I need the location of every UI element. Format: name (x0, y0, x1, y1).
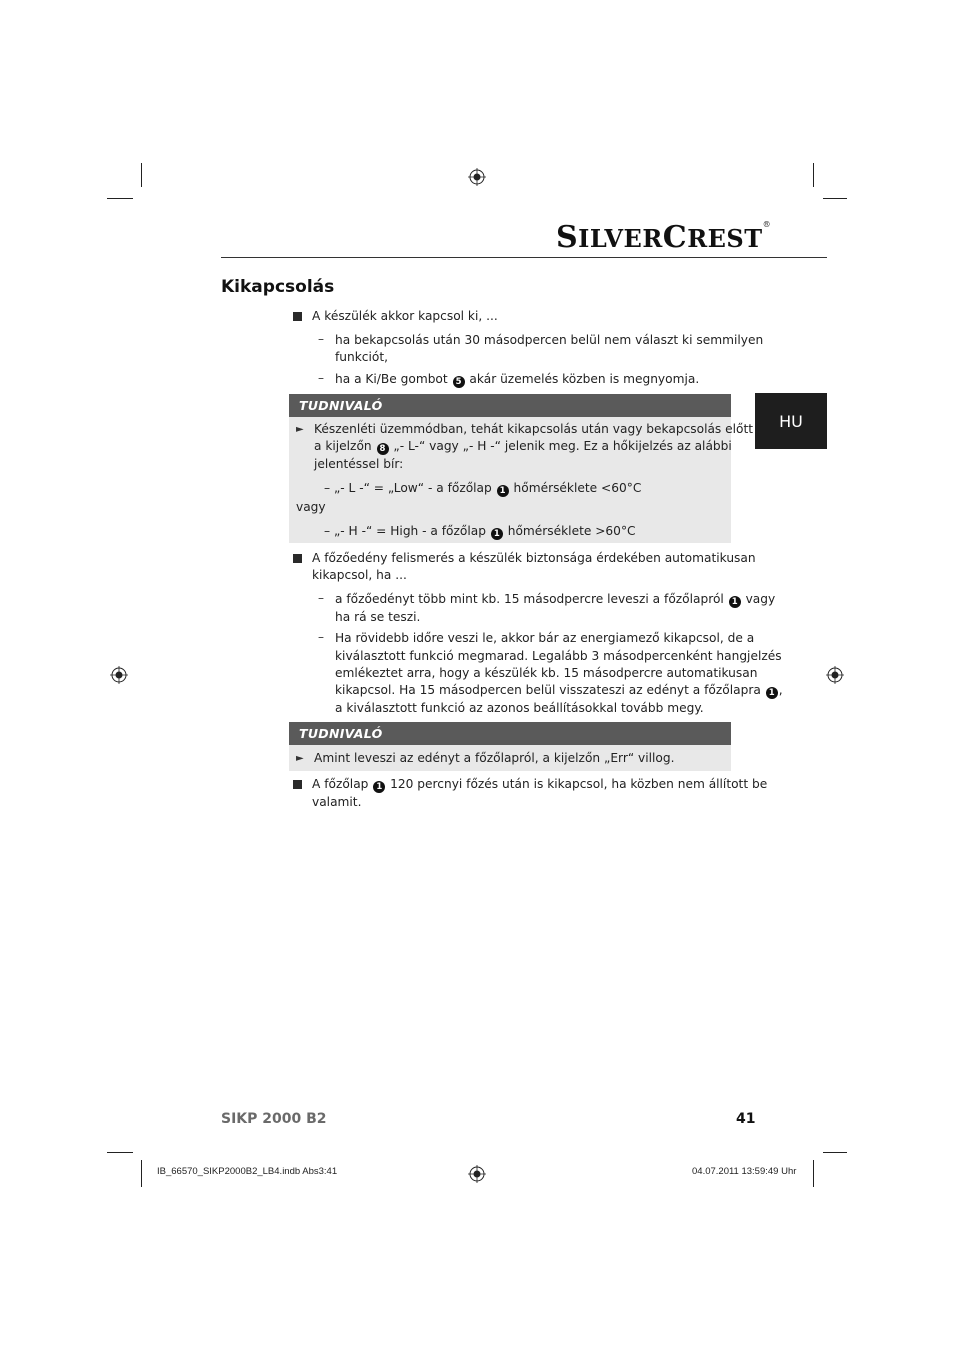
dash-marker: – (318, 591, 324, 605)
registration-mark-icon (468, 1165, 486, 1183)
dash-text: kiválasztott funkció megmarad. Legalább 3 másodpercenként hangjelzés (335, 649, 782, 663)
crop-mark (141, 1160, 142, 1187)
bullet-text: A főzőlap 1 120 percnyi főzés után is kikapcsol, ha közben nem állított be (312, 777, 768, 792)
reference-number-icon: 1 (766, 687, 778, 699)
brand-logo: SILVERCREST® (556, 220, 772, 255)
note-text: Készenléti üzemmódban, tehát kikapcsolás után vagy bekapcsolás előtt (314, 422, 754, 436)
reference-number-icon: 5 (453, 376, 465, 388)
footer-model: SIKP 2000 B2 (221, 1111, 327, 1127)
language-tab: HU (755, 393, 827, 449)
reference-number-icon: 1 (373, 781, 385, 793)
dash-marker: – (318, 630, 324, 644)
dash-text: ha rá se teszi. (335, 610, 421, 624)
reference-number-icon: 1 (497, 485, 509, 497)
header-rule (221, 257, 827, 258)
dash-text: ha a Ki/Be gombot 5 akár üzemelés közben is megnyomja. (335, 372, 700, 387)
arrow-icon: ► (296, 424, 304, 435)
bullet-square (293, 780, 302, 789)
note-text: vagy (296, 500, 326, 514)
crop-mark (107, 1152, 133, 1153)
registration-mark-icon (826, 666, 844, 684)
dash-text: a főzőedényt több mint kb. 15 másodpercre leveszi a főzőlapról 1 vagy (335, 592, 776, 607)
reference-number-icon: 8 (377, 443, 389, 455)
note-heading: TUDNIVALÓ (289, 722, 731, 745)
note-text: a kijelzőn 8 „- L-“ vagy „- H -“ jelenik meg. Ez a hőkijelzés az alábbi (314, 439, 732, 454)
note-text: – „- L -“ = „Low“ - a főzőlap 1 hőmérséklete <60°C (324, 481, 642, 496)
crop-mark (813, 1160, 814, 1187)
print-slug-right: 04.07.2011 13:59:49 Uhr (692, 1166, 797, 1177)
dash-marker: – (318, 371, 324, 385)
crop-mark (813, 163, 814, 187)
crop-mark (141, 163, 142, 187)
dash-text: emlékeztet arra, hogy a készülék kb. 15 másodpercre automatikusan (335, 666, 758, 680)
registration-mark-icon (468, 168, 486, 186)
registration-mark-icon (110, 666, 128, 684)
note-heading: TUDNIVALÓ (289, 394, 731, 417)
crop-mark (823, 1152, 847, 1153)
bullet-square (293, 554, 302, 563)
dash-text: kikapcsol. Ha 15 másodpercen belül visszateszi az edényt a főzőlapra 1 , (335, 683, 783, 698)
bullet-text: valamit. (312, 795, 362, 809)
print-slug-left: IB_66570_SIKP2000B2_LB4.indb Abs3:41 (157, 1166, 338, 1177)
arrow-icon: ► (296, 753, 304, 764)
dash-text: Ha rövidebb időre veszi le, akkor bár az energiamező kikapcsol, de a (335, 631, 755, 645)
note-text: – „- H -“ = High - a főzőlap 1 hőmérséklete >60°C (324, 524, 636, 539)
note-text: jelentéssel bír: (314, 457, 404, 471)
crop-mark (107, 198, 133, 199)
dash-text: a kiválasztott funkció az azonos beállításokkal tovább megy. (335, 701, 704, 715)
section-title: Kikapcsolás (221, 277, 335, 297)
note-text: Amint leveszi az edényt a főzőlapról, a kijelzőn „Err“ villog. (314, 751, 675, 765)
dash-text: ha bekapcsolás után 30 másodpercen belül nem választ ki semmilyen (335, 333, 764, 347)
page-number: 41 (736, 1111, 756, 1127)
bullet-text: A főzőedény felismerés a készülék biztonsága érdekében automatikusan (312, 551, 756, 565)
bullet-text: A készülék akkor kapcsol ki, ... (312, 309, 498, 323)
bullet-text: kikapcsol, ha ... (312, 568, 407, 582)
dash-text: funkciót, (335, 350, 388, 364)
dash-marker: – (318, 332, 324, 346)
reference-number-icon: 1 (491, 528, 503, 540)
crop-mark (823, 198, 847, 199)
reference-number-icon: 1 (729, 596, 741, 608)
bullet-square (293, 312, 302, 321)
